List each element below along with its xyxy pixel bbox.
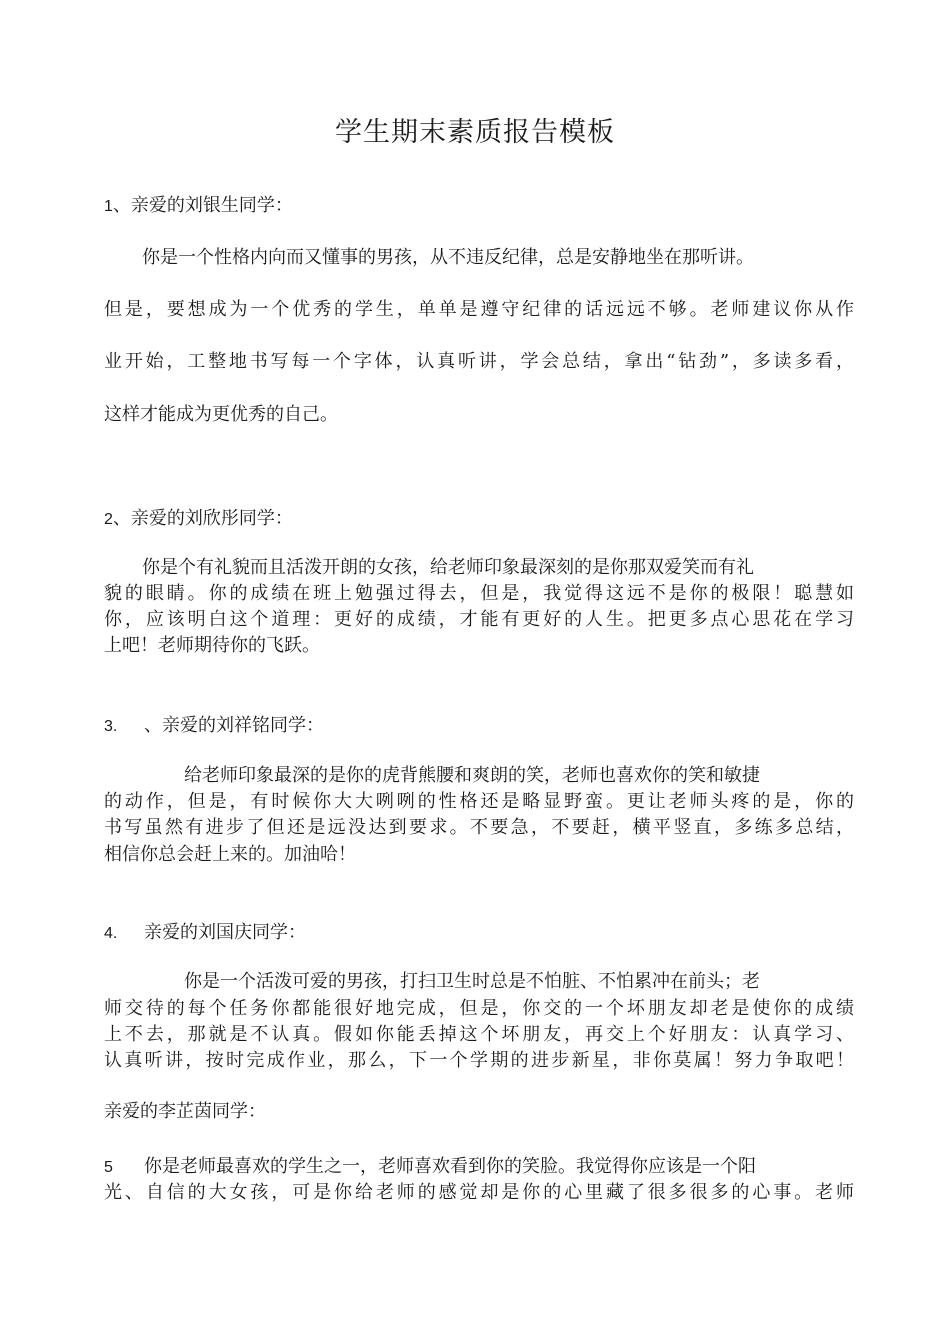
section-2-line-3: 你，应该明白这个道理：更好的成绩，才能有更好的人生。把更多点心思花在学习 [104, 609, 854, 630]
section-2-heading-text: 、亲爱的刘欣彤同学： [112, 508, 293, 529]
section-1-line-3: 业开始，工整地书写每一个字体，认真听讲，学会总结，拿出“钻劲”，多读多看， [104, 351, 854, 372]
section-3-line-4: 相信你总会赶上来的。加油哈！ [104, 844, 356, 865]
section-1-number: 1 [104, 198, 113, 215]
section-1-line-1 [104, 246, 854, 270]
section-4-heading [104, 921, 854, 946]
section-4-line-4: 认真听讲，按时完成作业，那么，下一个学期的进步新星，非你莫属！努力争取吧！ [104, 1050, 854, 1071]
section-5-line-2: 光、自信的大女孩，可是你给老师的感觉却是你的心里藏了很多很多的心事。老师 [104, 1182, 854, 1203]
section-3-heading [104, 714, 854, 739]
section-5-line-1 [104, 1155, 854, 1180]
section-2-number: 2 [104, 511, 113, 528]
section-4-line-3: 上不去，那就是不认真。假如你能丢掉这个坏朋友，再交上个好朋友：认真学习、 [104, 1024, 854, 1045]
section-1-text-1: 你是一个性格内向而又懂事的男孩，从不违反纪律，总是安静地坐在那听讲。 [142, 247, 754, 268]
section-3-line-2: 的动作，但是，有时候你大大咧咧的性格还是略显野蛮。更让老师头疼的是，你的 [104, 791, 854, 812]
section-2-heading [104, 507, 854, 532]
section-4-line-2: 师交待的每个任务你都能很好地完成，但是，你交的一个坏朋友却老是使你的成绩 [104, 998, 854, 1019]
section-1-line-4: 这样才能成为更优秀的自己。 [104, 404, 338, 425]
document-title: 学生期末素质报告模板 [335, 117, 615, 148]
section-4-heading-text: 亲爱的刘国庆同学： [144, 922, 306, 943]
section-4-line-1 [104, 970, 854, 994]
section-2-text-1: 你是个有礼貌而且活泼开朗的女孩，给老师印象最深刻的是你那双爱笑而有礼 [142, 557, 754, 578]
section-4-number: 4. [104, 925, 118, 942]
section-1-line-2: 但是，要想成为一个优秀的学生，单单是遵守纪律的话远远不够。老师建议你从作 [104, 299, 854, 320]
section-2-line-1 [104, 556, 854, 580]
section-4-text-1: 你是一个活泼可爱的男孩，打扫卫生时总是不怕脏、不怕累冲在前头；老 [184, 971, 760, 992]
section-1-heading-text: 、亲爱的刘银生同学： [112, 195, 293, 216]
section-3-text-1: 给老师印象最深的是你的虎背熊腰和爽朗的笑，老师也喜欢你的笑和敏捷 [184, 765, 760, 786]
section-3-line-3: 书写虽然有进步了但还是远没达到要求。不要急，不要赶，横平竖直，多练多总结， [104, 817, 854, 838]
section-5-text-1: 你是老师最喜欢的学生之一，老师喜欢看到你的笑脸。我觉得你应该是一个阳 [144, 1156, 756, 1177]
section-2-line-4: 上吧！老师期待你的飞跃。 [104, 635, 320, 656]
section-3-number: 3. [104, 718, 118, 735]
section-3-line-1 [104, 764, 854, 788]
section-1-heading [104, 194, 854, 219]
section-5-heading: 亲爱的李芷茵同学： [104, 1101, 266, 1122]
section-2-line-2: 貌的眼睛。你的成绩在班上勉强过得去，但是，我觉得这远不是你的极限！聪慧如 [104, 583, 854, 604]
section-5-number: 5 [104, 1159, 113, 1176]
section-3-heading-text: 、亲爱的刘祥铭同学： [144, 715, 324, 736]
